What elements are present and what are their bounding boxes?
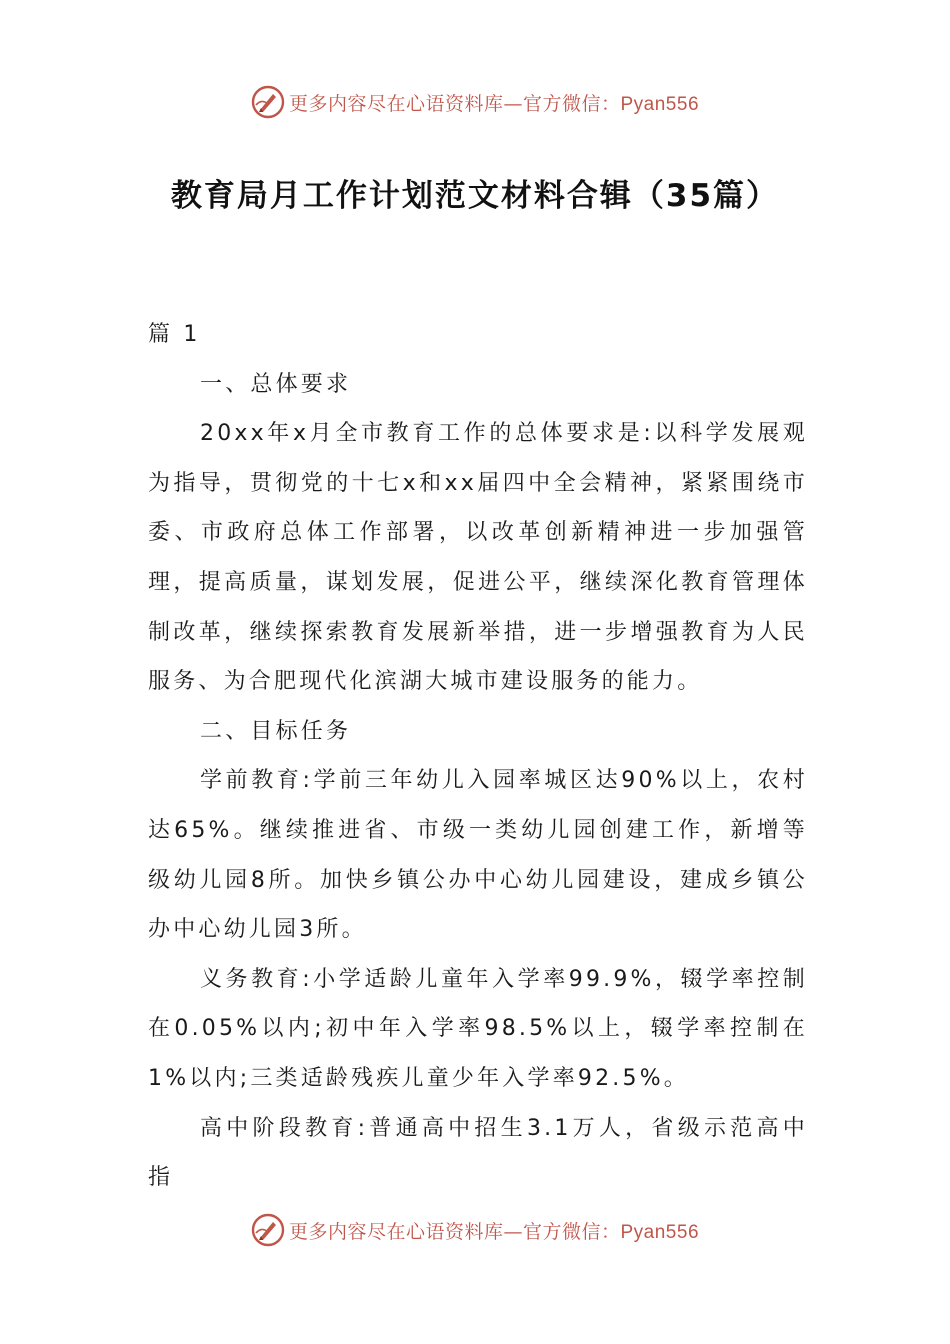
section-label: 篇 1 [148,322,201,347]
watermark-header [0,84,950,120]
paragraph: 20xx年x月全市教育工作的总体要求是:以科学发展观为指导，贯彻党的十七x和xx届四中全会精神，紧紧围绕市委、市政府总体工作部署，以改革创新精神进一步加强管理，提高质量，谋划发展，促进公平，继续深化教育管理体制改革，继续探索教育发展新举措，进一步增强教育为人民服务、为合肥现代化滨湖大城市建设服务的能力。 [148,421,808,695]
wechat-id: Pyan556 [620,93,700,115]
wechat-id: Pyan556 [620,1221,700,1243]
document-body [148,310,808,1203]
paragraph: 高中阶段教育:普通高中招生3.1万人，省级示范高中指 [148,1115,808,1191]
watermark-text: 更多内容尽在心语资料库—官方微信：Pyan556 [288,1220,700,1243]
document-title: 教育局月工作计划范文材料合辑（35篇） [170,178,780,214]
pen-logo-icon [251,1213,285,1247]
watermark-text: 更多内容尽在心语资料库—官方微信：Pyan556 [288,92,700,115]
heading-general-requirements: 一、总体要求 [200,371,352,397]
heading-goals-tasks: 二、目标任务 [200,718,352,744]
watermark-footer [0,1212,950,1248]
paragraph: 义务教育:小学适龄儿童年入学率99.9%，辍学率控制在0.05%以内;初中年入学率98.5%以上，辍学率控制在1%以内;三类适龄残疾儿童少年入学率92.5%。 [148,966,808,1091]
pen-logo-icon [251,85,285,119]
paragraph: 学前教育:学前三年幼儿入园率城区达90%以上，农村达65%。继续推进省、市级一类幼儿园创建工作，新增等级幼儿园8所。加快乡镇公办中心幼儿园建设，建成乡镇公办中心幼儿园3所。 [148,768,808,943]
